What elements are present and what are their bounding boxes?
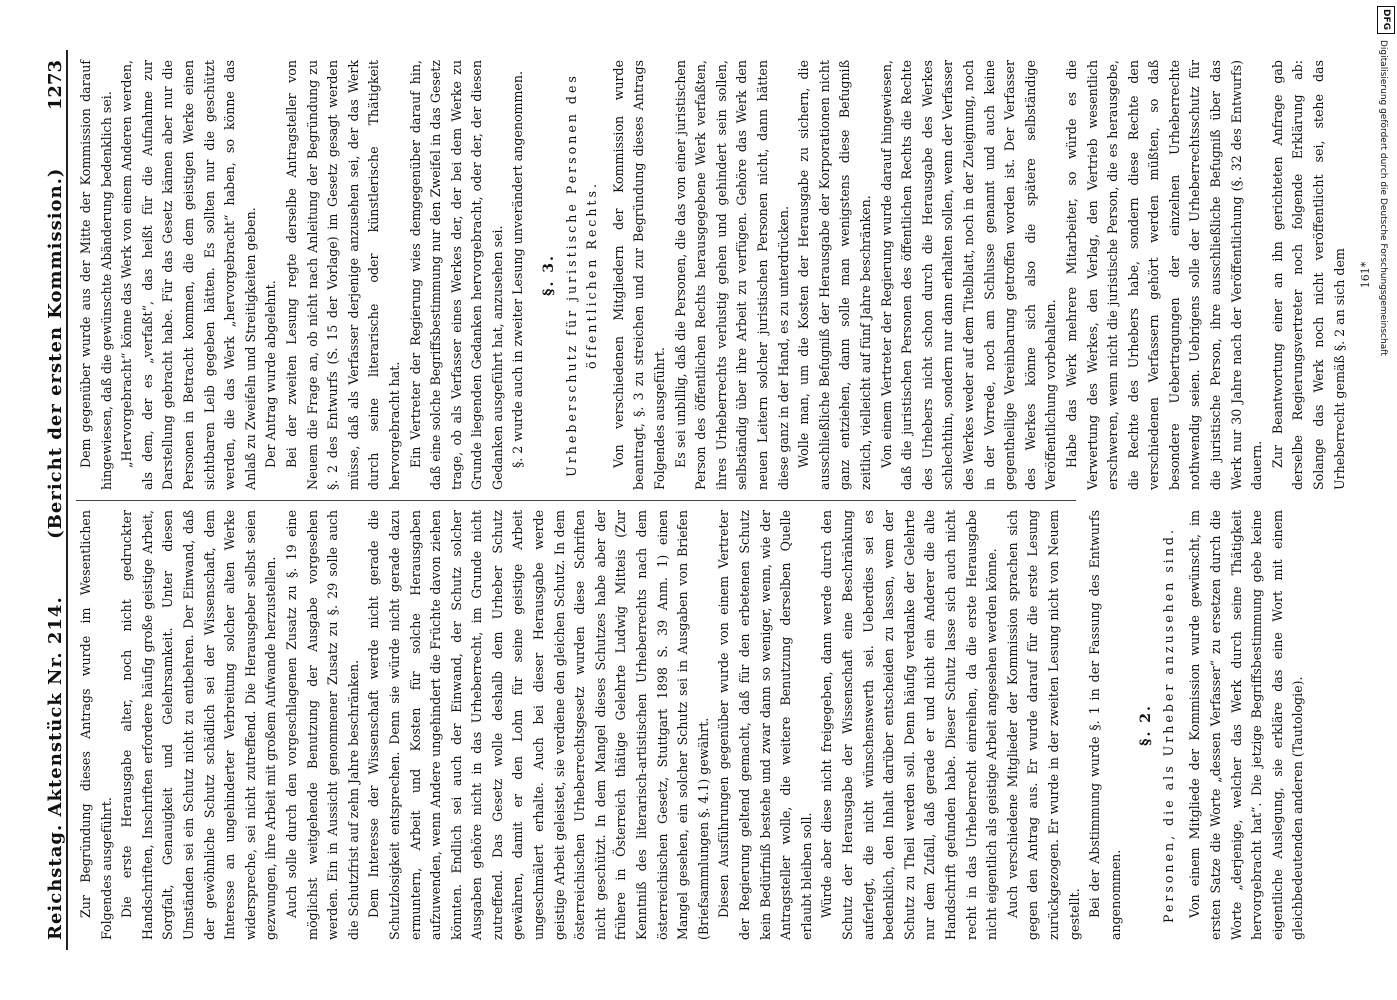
paragraph: §. 2 wurde auch in zweiter Lesung unverändert angenommen. xyxy=(510,71,526,468)
paragraph: Würde aber diese nicht freigegeben, dann werde durch den Schutz der Herausgabe der Wissenschaft eine Beschränkung auferlegt, die nicht wünschenswerth sei. Ueberdies sei es bedenklich, den Inhalt darüber entscheiden zu lassen, wem der Schutz zu Theil werden soll. Denn häufig verdanke der Gelehrte nur dem Zufall, daß gerade er und nicht ein Anderer die alte Handschrift gefunden habe. Dieser Schutz lasse sich auch nicht recht in das Urheberrecht einreihen, da die erste Herausgabe nicht eigentlich als geistige Arbeit angesehen werden könne. xyxy=(819,510,1000,940)
signature-mark: 161* xyxy=(1359,261,1373,289)
paragraph: Zur Begründung dieses Antrags wurde im Wesentlichen Folgendes ausgeführt. xyxy=(78,510,114,940)
column-right-paragraphs-2 xyxy=(609,60,1350,490)
dfg-logo: DFG xyxy=(1377,6,1395,34)
paragraph: Von verschiedenen Mitgliedern der Kommission wurde beantragt, §. 3 zu streichen und zur Begründung dieses Antrags Folgendes ausgeführt. xyxy=(610,60,668,490)
page-header xyxy=(40,50,68,950)
paragraph: Wolle man, um die Kosten der Herausgabe zu sichern, die ausschließliche Befugniß der Herausgabe der Korporationen nicht ganz entziehen, dann solle man wenigstens diese Befugniß zeitlich, vielleicht auf fünf Jahre beschränken. xyxy=(796,60,873,490)
column-right-paragraphs xyxy=(76,60,529,490)
paragraph: Der Antrag wurde abgelehnt. xyxy=(263,280,279,468)
paragraph: Es sei unbillig, daß die Personen, die das von einer juristischen Person des öffentlichen Rechts herausgegebene Werk verfaßten, ihres Urheberrechts verlustig gehen und gehindert sein sollen, selbständig über ihre Arbeit zu verfügen. Gehöre das Werk den neuen Leitern solcher juristischen Personen nicht, dann hätten diese ganz in der Hand, es zu unterdrücken. xyxy=(672,60,791,490)
section-3-title: §. 3. xyxy=(541,254,558,296)
column-left-paragraphs-2 xyxy=(1185,510,1309,940)
section-3-subtitle: Urheberschutz für juristische Personen des öffentlichen Rechts. xyxy=(563,73,600,477)
header-title: Reichstag. Aktenstück Nr. 214. xyxy=(45,596,66,940)
paragraph: „Hervorgebracht“ könne das Werk von einem Anderen werden, als dem, der es „verfaßt“, das heißt für die Aufnahme zur Darstellung gebracht habe. Für das Gesetz kämen aber nur die Personen in Betracht kommen, die dem geistigen Werke einen sichtbaren Leib gegeben hätten. Es sollten nur die geschützt werden, die das Werk „hervorgebracht“ haben, so könne das Anlaß zu Zweifeln und Streitigkeiten geben. xyxy=(119,60,258,490)
paragraph: Bei der Abstimmung wurde §. 1 in der Fassung des Entwurfs angenommen. xyxy=(1087,510,1123,940)
dfg-credit-text: Digitalisierung gefördert durch die Deutsche Forschungsgemeinschaft xyxy=(1378,40,1388,356)
page-number: 1273 xyxy=(45,60,66,111)
paragraph: Bei der zweiten Lesung regte derselbe Antragsteller von Neuem die Frage an, ob nicht nach Anleitung der Begründung zu §. 2 des Entwurfs (S. 15 der Vorlage) im Gesetz gesagt werden müsse, daß als Verfasser derjenige anzusehen sei, der das Werk durch seine literarische oder künstlerische Thätigkeit hervorgebracht hat. xyxy=(283,60,402,490)
paragraph: Habe das Werk mehrere Mitarbeiter, so würde es die Verwertung des Werkes, den Verlag, den Vertrieb wesentlich erschweren, wenn nicht die juristische Person, die es herausgebe, die Rechte des Urhebers habe, sondern diese Rechte den verschiedenen Verfassern gehört werden müßten, so daß besondere Uebertragungen der einzelnen Urheberrechte nothwendig seien. Uebrigens solle der Urheberrechtsschutz für die juristische Person, ihre ausschließliche Befugniß über das Werk nur 30 Jahre nach der Veröffentlichung (§. 32 des Entwurfs) dauern. xyxy=(1063,60,1265,490)
paragraph: Ein Vertreter der Regierung wies demgegenüber darauf hin, daß eine solche Begriffsbestimmung nur den Zweifel in das Gesetz trage, ob als Verfasser eines Werkes der, der bei dem Werke zu Grunde liegenden Gedanken hervorgebracht, oder der, der diesen Gedanken ausgeführt hat, anzusehen sei. xyxy=(407,60,505,490)
paragraph: Dem gegenüber wurde aus der Mitte der Kommission darauf hingewiesen, daß die gewünschte Abänderung bedenklich sei. xyxy=(78,60,114,490)
paragraph: Zur Beantwortung einer an ihn gerichteten Anfrage gab derselbe Regierungsvertreter noch folgende Erklärung ab: Solange das Werk noch nicht veröffentlicht sei, stehe das Urheberrecht gemäß §. 2 an sich dem xyxy=(1269,60,1347,490)
header-subtitle: (Bericht der ersten Kommission.) xyxy=(45,167,66,539)
paragraph: Diesen Ausführungen gegenüber wurde von einem Vertreter der Regierung geltend gemacht, daß für den erbetenen Schutz kein Bedürfniß bestehe und zwar dann so weniger, wenn, wie der Antragsteller wolle, die weitere Benutzung derselben Quelle erlaubt bleiben soll. xyxy=(716,510,814,940)
column-divider xyxy=(76,500,1076,501)
paragraph: Die erste Herausgabe alter, noch nicht gedruckter Handschriften, Inschriften erfordere häufig große geistige Arbeit, Sorgfalt, Genauigkeit und Gelehrsamkeit. Unter diesen Umständen sei ein Schutz nicht zu entbehren. Der Einwand, daß der gewöhnliche Schutz schädlich sei der Wissenschaft, dem Interesse an ungehinderter Verbreitung solcher alten Werke widerspreche, sei nicht zutreffend. Die Herausgeber selbst seien gezwungen, ihre Arbeit mit großem Aufwande herzustellen. xyxy=(119,510,279,940)
dfg-stamp xyxy=(1375,0,1395,1000)
section-2-subtitle: Personen, die als Urheber anzusehen sind. xyxy=(1160,526,1176,924)
paragraph: Auch verschiedene Mitglieder der Kommission sprachen sich gegen den Antrag aus. Er wurde darauf für die erste Lesung zurückgezogen. Er wurde in der zweiten Lesung nicht von Neuem gestellt. xyxy=(1004,510,1082,940)
column-left-paragraphs xyxy=(76,510,1126,940)
column-right xyxy=(76,60,1373,490)
paragraph: Auch solle durch den vorgeschlagenen Zusatz zu §. 19 eine möglichst weitgehende Benutzung der Ausgabe vorgesehen werden. Ein in Aussicht genommener Zusatz zu §. 29 solle auch die Schutzfrist auf zehn Jahre beschränken. xyxy=(283,510,361,940)
paragraph: Von einem Vertreter der Regierung wurde darauf hingewiesen, daß die juristischen Personen des öffentlichen Rechts die Rechte des Urhebers nicht schon durch die Herausgabe des Werkes schlechthin, sondern nur dann erhalten sollen, wenn der Verfasser des Werkes weder auf dem Titelblatt, noch in der Zueignung, noch in der Vorrede, noch am Schlusse genannt und auch keine gegentheilige Vereinbarung getroffen worden ist. Der Verfasser des Werkes könne sich also die spätere selbständige Veröffentlichung vorbehalten. xyxy=(878,60,1059,490)
column-left xyxy=(76,510,1336,940)
section-2-title: §. 2. xyxy=(1138,704,1155,746)
document-page xyxy=(40,50,1373,950)
paragraph: Von einem Mitgliede der Kommission wurde gewünscht, im ersten Satze die Worte „dessen Verfasser“ zu ersetzen durch die Worte „derjenige, welcher das Werk durch seine Thätigkeit hervorgebracht hat“. Die jetzige Begriffsbestimmung gebe keine eigentliche Auslegung, sie erkläre das eine Wort mit einem gleichbedeutenden anderen (Tautologie). xyxy=(1187,510,1306,940)
paragraph: Dem Interesse der Wissenschaft werde nicht gerade die Schutzlosigkeit entsprechen. Denn sie würde nicht gerade dazu ermuntern, Arbeit und Kosten für solche Herausgaben aufzuwenden, wenn Andere ungehindert die Früchte davon ziehen könnten. Endlich sei auch der Einwand, der Schutz solcher Ausgaben gehöre nicht in das Urheberrecht, im Grunde nicht zutreffend. Das Gesetz wolle deshalb dem Urheber Schutz gewähren, damit er den Lohn für seine geistige Arbeit ungeschmälert erhalte. Auch bei dieser Herausgabe werde geistige Arbeit geleistet, sie verdiene den gleichen Schutz. In dem österreichischen Urheberrechtsgesetz wurden diese Schriften nicht geschützt. In dem Mangel dieses Schutzes habe aber der frühere in Österreich thätige Gelehrte Ludwig Mitteis (Zur Kenntniß des literarisch-artistischen Urheberrechts nach dem österreichischen Gesetz, Stuttgart 1898 S. 39 Anm. 1) einen Mangel gesehen, ein solcher Schutz sei in Ausgaben von Briefen (Briefsammlungen §. 4.1) gewährt. xyxy=(366,510,711,940)
